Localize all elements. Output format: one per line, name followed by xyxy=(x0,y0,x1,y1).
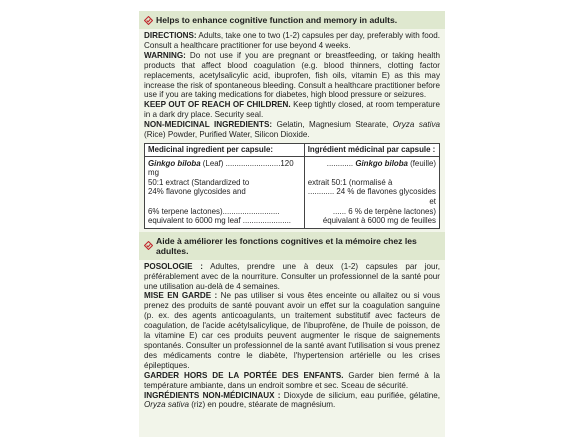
diamond-check-icon xyxy=(144,241,153,250)
nonmedicinal-italic: Oryza sativa xyxy=(392,120,440,130)
table-cell-fr: ...... 6 % de terpène lactones) xyxy=(304,207,439,217)
ginkgo-dots-fr: ............ xyxy=(326,158,354,168)
mise-en-garde-label: MISE EN GARDE : xyxy=(144,291,218,301)
english-header xyxy=(139,11,445,29)
table-cell-en xyxy=(145,156,305,178)
garder-paragraph xyxy=(144,371,440,391)
label-panel xyxy=(139,11,445,437)
french-header-text: Aide à améliorer les fonctions cognitives et la mémoire chez les adultes. xyxy=(156,235,417,256)
warning-paragraph xyxy=(144,51,440,101)
table-cell-en: 24% flavone glycosides and xyxy=(145,187,305,206)
mise-en-garde-paragraph xyxy=(144,291,440,370)
garder-label: GARDER HORS DE LA PORTÉE DES ENFANTS. xyxy=(144,370,344,380)
ingredients-non-medicinaux-italic: Oryza sativa xyxy=(144,400,189,410)
table-row xyxy=(145,187,440,206)
table-cell-en: 6% terpene lactones).......................... xyxy=(145,207,305,217)
table-header-fr: Ingrédient médicinal par capsule : xyxy=(304,143,439,156)
nonmedicinal-text-2: (Rice) Powder, Purified Water, Silicon Dioxide. xyxy=(144,130,310,140)
table-cell-en: equivalent to 6000 mg leaf ...................... xyxy=(145,216,305,228)
table-header-en: Medicinal ingredient per capsule: xyxy=(145,143,305,156)
table-row xyxy=(145,156,440,178)
medicinal-ingredient-table xyxy=(144,143,440,229)
ingredients-non-medicinaux-text-2: (riz) en poudre, stéarate de magnésium. xyxy=(188,400,336,410)
keep-out-text: Keep tightly closed, at room temperature in a dark dry place. Security seal. xyxy=(144,100,440,120)
keep-out-paragraph xyxy=(144,100,440,120)
warning-label: WARNING: xyxy=(144,50,186,60)
directions-label: DIRECTIONS: xyxy=(144,31,197,40)
nonmedicinal-paragraph xyxy=(144,120,440,140)
ginkgo-part-fr: (feuille) xyxy=(407,158,436,168)
ingredients-non-medicinaux-text-1: Dioxyde de silicium, eau purifiée, gélatine, xyxy=(280,390,440,400)
nonmedicinal-label: NON-MEDICINAL INGREDIENTS: xyxy=(144,120,273,130)
table-cell-en: 50:1 extract (Standardized to xyxy=(145,178,305,188)
table-row xyxy=(145,207,440,217)
english-content xyxy=(139,29,445,229)
keep-out-label: KEEP OUT OF REACH OF CHILDREN. xyxy=(144,100,291,110)
warning-text: Do not use if you are pregnant or breastfeeding, or taking health products that affect blood coagulation (e.g. blood thinners, clotting factor replacements, acetylsalicylic acid, ibuprofen, fish oils, vitamin E) as this may increase the risk of spontaneous bleeding. Consult a healthcare practitioner before use if you are taking medications for diabetes, high blood pressure or seizures. xyxy=(144,50,440,100)
table-header-row xyxy=(145,143,440,156)
french-section xyxy=(139,232,445,411)
posologie-text: Adultes, prendre une à deux (1-2) capsules par jour, préférablement avec de la nourriture. Consulter un professionnel de la santé pour une utilisation au-delà de 4 semaines. xyxy=(144,261,440,291)
english-header-text: Helps to enhance cognitive function and memory in adults. xyxy=(156,15,398,25)
ingredients-non-medicinaux-label: INGRÉDIENTS NON-MÉDICINAUX : xyxy=(144,390,281,400)
table-cell-fr: extrait 50:1 (normalisé à xyxy=(304,178,439,188)
ingredients-non-medicinaux-paragraph xyxy=(144,391,440,411)
table-cell-fr: équivalant à 6000 mg de feuilles xyxy=(304,216,439,228)
directions-paragraph xyxy=(144,31,440,51)
diamond-check-icon xyxy=(144,16,153,25)
garder-text: Garder bien fermé à la température ambiante, dans un endroit sombre et sec. Sceau de sécurité. xyxy=(144,370,440,390)
nonmedicinal-text-1: Gelatin, Magnesium Stearate, xyxy=(272,120,393,130)
posologie-paragraph xyxy=(144,262,440,292)
french-content xyxy=(139,260,445,411)
ginkgo-name-en: Ginkgo biloba xyxy=(148,158,201,168)
french-header xyxy=(139,232,445,260)
directions-text: Adults, take one to two (1-2) capsules per day, preferably with food. Consult a healthcare practitioner for use beyond 4 weeks. xyxy=(144,31,440,50)
table-row xyxy=(145,216,440,228)
ginkgo-amount-en: (Leaf) .........................120 mg xyxy=(148,158,294,178)
table-row xyxy=(145,178,440,188)
table-cell-fr: ............ 24 % de flavones glycosides et xyxy=(304,187,439,206)
mise-en-garde-text: Ne pas utiliser si vous êtes enceinte ou allaitez ou si vous prenez des produits de santé pouvant avoir un effet sur la coagulation sanguine (p. ex. des agents anticoagulants, un traitement substitutif avec facteurs de coagulation, de l'acide acétylsalicylique, de l'ibuprofène, de l'huile de poisson, de la vitamine E) car ces produits peuvent augmenter le risque de saignements spontanés. Consulter un professionnel de la santé avant l'utilisation si vous prenez des médicaments contre le diabète, l'hypertension artérielle ou les crises épileptiques. xyxy=(144,291,441,370)
posologie-label: POSOLOGIE : xyxy=(144,261,203,271)
table-cell-fr xyxy=(304,156,439,178)
ginkgo-name-fr: Ginkgo biloba xyxy=(355,158,408,168)
